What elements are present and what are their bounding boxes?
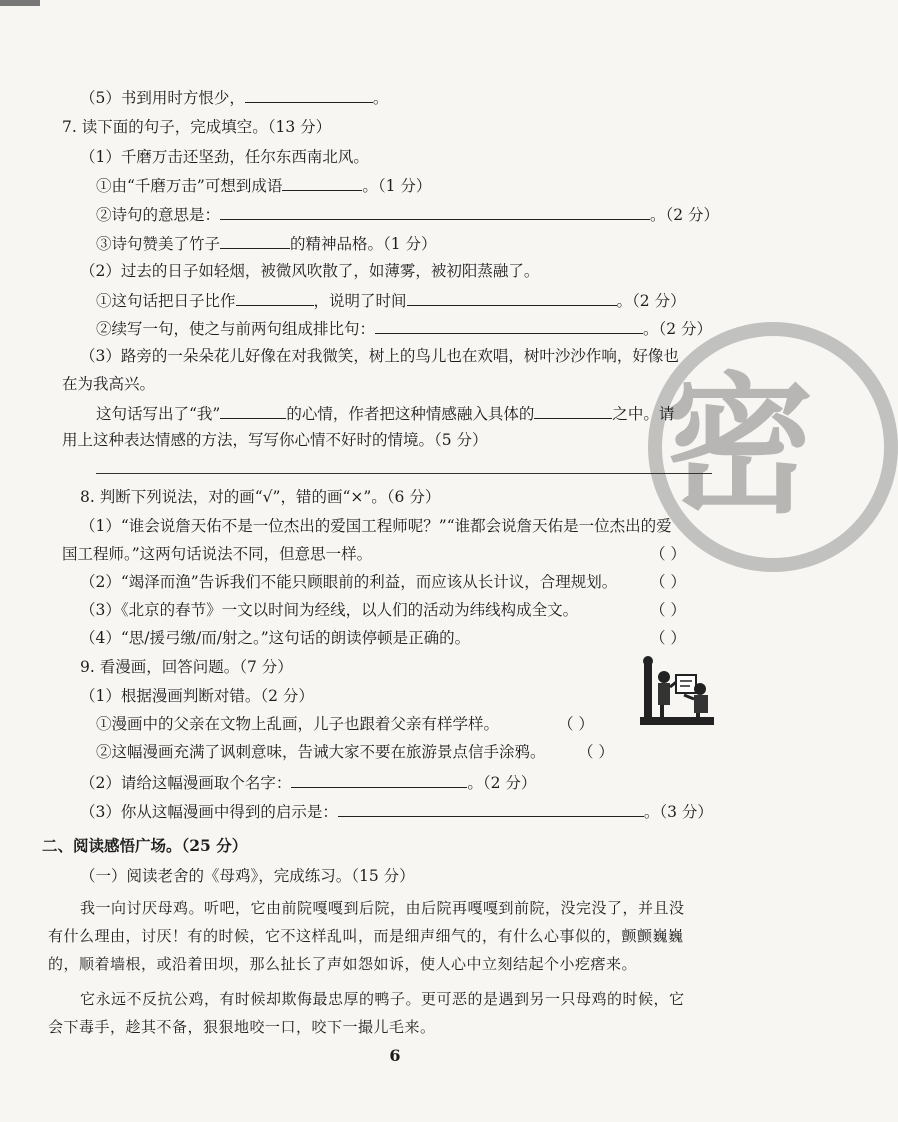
q7-part2-a: ①这句话把日子比作 ，说明了时间 。（2 分）	[96, 289, 686, 311]
q8-item4: （4）“思/援弓缴/而/射之。”这句话的朗读停顿是正确的。	[80, 629, 471, 647]
confidential-stamp-icon: 密	[664, 360, 815, 534]
q7-compare-blank[interactable]	[236, 289, 314, 306]
q9-title-blank[interactable]	[291, 771, 467, 788]
q9-part1: （1）根据漫画判断对错。（2 分）	[80, 687, 314, 705]
q7-writing-line[interactable]	[96, 473, 712, 474]
q7-part1-b: ②诗句的意思是： 。（2 分）	[96, 203, 719, 225]
q9-part1-a-answer[interactable]: （ ）	[558, 715, 594, 733]
q7-part1-c: ③诗句赞美了竹子 的精神品格。（1 分）	[96, 232, 437, 254]
q8-item4-answer[interactable]: （ ）	[650, 629, 686, 647]
q7-parallel-blank[interactable]	[375, 317, 643, 334]
q9-part1-b: ②这幅漫画充满了讽刺意味，告诫大家不要在旅游景点信手涂鸦。	[96, 743, 546, 761]
passage-para2-line1: 它永远不反抗公鸡，有时候却欺侮最忠厚的鸭子。更可恶的是遇到另一只母鸡的时候，它	[80, 990, 685, 1008]
q7-idiom-blank[interactable]	[282, 174, 362, 191]
q7-part2: （2）过去的日子如轻烟，被微风吹散了，如薄雾，被初阳蒸融了。	[80, 262, 540, 280]
scan-corner-mark	[0, 0, 40, 6]
q7-part1: （1）千磨万击还坚劲，任尔东西南北风。	[80, 148, 369, 166]
q8-title: 8. 判断下列说法，对的画“√”，错的画“×”。（6 分）	[80, 488, 441, 506]
q8-item2: （2）“竭泽而渔”告诉我们不能只顾眼前的利益，而应该从长计议，合理规划。	[80, 573, 618, 591]
q7-part2-b: ②续写一句，使之与前两句组成排比句： 。（2 分）	[96, 317, 712, 339]
q8-item1-line1: （1）“谁会说詹天佑不是一位杰出的爱国工程师呢？”“谁都会说詹天佑是一位杰出的爱	[80, 517, 672, 535]
q7-part3-line3: 这句话写出了“我” 的心情，作者把这种情感融入具体的 之中。请	[96, 402, 674, 424]
section2-subtitle: （一）阅读老舍的《母鸡》，完成练习。（15 分）	[80, 867, 415, 885]
q7-meaning-blank[interactable]	[220, 203, 650, 220]
passage-para1-line1: 我一向讨厌母鸡。听吧，它由前院嘎嘎到后院，由后院再嘎嘎到前院，没完没了，并且没	[80, 899, 685, 917]
q8-item3: （3）《北京的春节》一文以时间为经线，以人们的活动为纬线构成全文。	[80, 601, 579, 619]
q7-bamboo-blank[interactable]	[220, 232, 290, 249]
q7-part3-line1: （3）路旁的一朵朵花儿好像在对我微笑，树上的鸟儿也在欢唱，树叶沙沙作响，好像也	[80, 347, 679, 365]
cartoon-graffiti-illustration	[638, 655, 716, 727]
q8-item2-answer[interactable]: （ ）	[650, 573, 686, 591]
q7-part3-line2: 在为我高兴。	[62, 375, 156, 393]
q7-time-blank[interactable]	[407, 289, 617, 306]
passage-para2-line2: 会下毒手，趁其不备，狠狠地咬一口，咬下一撮儿毛来。	[48, 1018, 436, 1036]
q8-item1-answer[interactable]: （ ）	[650, 545, 686, 563]
q7-scene-blank[interactable]	[534, 402, 612, 419]
q8-item1-line2: 国工程师。”这两句话说法不同，但意思一样。	[62, 545, 373, 563]
section2-title: 二、阅读感悟广场。（25 分）	[42, 836, 248, 855]
q7-mood-blank[interactable]	[220, 402, 286, 419]
q8-item3-answer[interactable]: （ ）	[650, 601, 686, 619]
page-number: 6	[389, 1046, 401, 1065]
q9-part3: （3）你从这幅漫画中得到的启示是： 。（3 分）	[80, 800, 713, 822]
q6-item5: （5）书到用时方恨少， 。	[80, 86, 388, 108]
q9-title: 9. 看漫画，回答问题。（7 分）	[80, 658, 293, 676]
q7-part3-line4: 用上这种表达情感的方法，写写你心情不好时的情境。（5 分）	[62, 431, 488, 449]
q7-part1-a: ①由“千磨万击”可想到成语 。（1 分）	[96, 174, 431, 196]
passage-para1-line3: 的，顺着墙根，或沿着田坝，那么扯长了声如怨如诉，使人心中立刻结起个小疙瘩来。	[48, 955, 638, 973]
q9-part1-a: ①漫画中的父亲在文物上乱画，儿子也跟着父亲有样学样。	[96, 715, 500, 733]
q9-part2: （2）请给这幅漫画取个名字： 。（2 分）	[80, 771, 536, 793]
q9-lesson-blank[interactable]	[338, 800, 644, 817]
q6-item5-blank[interactable]	[245, 86, 373, 103]
q7-title: 7. 读下面的句子，完成填空。（13 分）	[62, 118, 332, 136]
passage-para1-line2: 有什么理由，讨厌！有的时候，它不这样乱叫，而是细声细气的，有什么心事似的，颤颤巍巍	[48, 927, 684, 945]
q9-part1-b-answer[interactable]: （ ）	[578, 743, 614, 761]
